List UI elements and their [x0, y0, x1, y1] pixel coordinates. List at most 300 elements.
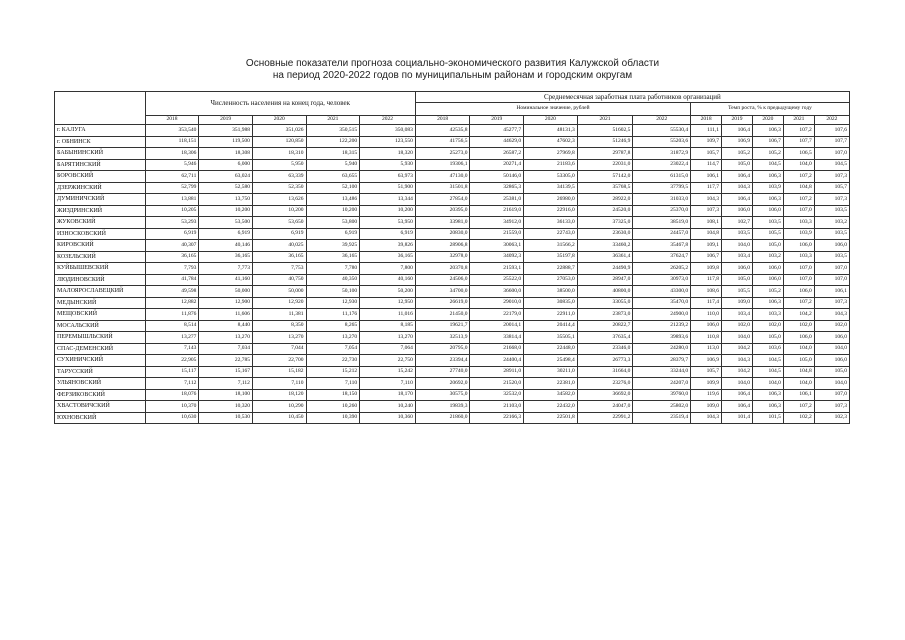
salary-cell: 27969,8: [524, 148, 578, 160]
population-cell: 12,930: [306, 297, 360, 309]
year-header: 2021: [306, 116, 360, 125]
population-cell: 10,370: [145, 401, 199, 413]
growth-cell: 103,2: [752, 251, 783, 263]
population-cell: 10,630: [145, 412, 199, 424]
growth-cell: 103,3: [783, 217, 814, 229]
population-cell: 41,784: [145, 274, 199, 286]
table-row: [55, 182, 850, 194]
salary-cell: 32532,0: [470, 389, 524, 401]
salary-cell: 25273,0: [415, 148, 470, 160]
salary-cell: 22432,0: [524, 401, 578, 413]
salary-cell: 31033,0: [633, 194, 691, 206]
growth-cell: 106,3: [752, 297, 783, 309]
salary-cell: 33055,0: [577, 297, 633, 309]
municipality-name: МАЛОЯРОСЛАВЕЦКИЙ: [55, 286, 146, 298]
header-growth: Темп роста, % к предыдущему году: [691, 103, 850, 116]
growth-cell: 105,0: [814, 366, 849, 378]
population-cell: 40,146: [199, 240, 253, 252]
growth-cell: 106,4: [722, 125, 753, 137]
salary-cell: 24490,9: [577, 263, 633, 275]
growth-cell: 107,0: [814, 263, 849, 275]
population-cell: 36,165: [306, 251, 360, 263]
population-cell: 118,151: [145, 136, 199, 148]
population-cell: 13,270: [252, 332, 306, 344]
growth-cell: 117,8: [691, 274, 722, 286]
municipality-name: МОСАЛЬСКИЙ: [55, 320, 146, 332]
population-cell: 22,905: [145, 355, 199, 367]
salary-cell: 28911,0: [470, 366, 524, 378]
population-cell: 7,753: [252, 263, 306, 275]
population-cell: 5,946: [145, 159, 199, 171]
growth-cell: 107,0: [783, 263, 814, 275]
growth-cell: 103,4: [722, 251, 753, 263]
salary-cell: 22501,8: [524, 412, 578, 424]
growth-cell: 107,3: [691, 205, 722, 217]
population-cell: 13,277: [145, 332, 199, 344]
population-cell: 7,054: [306, 343, 360, 355]
population-cell: 10,320: [199, 401, 253, 413]
municipality-name: ПЕРЕМЫШЛЬСКИЙ: [55, 332, 146, 344]
salary-cell: 25370,0: [633, 205, 691, 217]
salary-cell: 33981,0: [415, 217, 470, 229]
population-cell: 15,167: [199, 366, 253, 378]
table-row: [55, 320, 850, 332]
salary-cell: 57142,0: [577, 171, 633, 183]
salary-cell: 20395,0: [415, 205, 470, 217]
salary-cell: 21103,0: [470, 401, 524, 413]
population-cell: 10,200: [199, 205, 253, 217]
population-cell: 6,919: [252, 228, 306, 240]
population-cell: 13,270: [360, 332, 416, 344]
forecast-table: [54, 91, 850, 424]
population-cell: 6,919: [199, 228, 253, 240]
table-row: [55, 148, 850, 160]
population-cell: 52,100: [306, 182, 360, 194]
salary-cell: 19839,3: [415, 401, 470, 413]
municipality-name: ФЕРЗИКОВСКИЙ: [55, 389, 146, 401]
population-cell: 7,110: [360, 378, 416, 390]
salary-cell: 55203,6: [633, 136, 691, 148]
population-cell: 351,026: [252, 125, 306, 137]
growth-cell: 103,5: [722, 228, 753, 240]
population-cell: 18,120: [252, 389, 306, 401]
header-salary: Среднемесячная заработная плата работников организаций: [415, 92, 849, 103]
population-cell: 22,700: [252, 355, 306, 367]
salary-cell: 28906,8: [415, 240, 470, 252]
year-header: 2018: [145, 116, 199, 125]
salary-cell: 21559,0: [470, 228, 524, 240]
population-cell: 351,988: [199, 125, 253, 137]
municipality-name: г. КАЛУГА: [55, 125, 146, 137]
salary-cell: 37635,4: [577, 332, 633, 344]
population-cell: 7,112: [145, 378, 199, 390]
population-cell: 22,730: [306, 355, 360, 367]
year-header: 2020: [752, 116, 783, 125]
population-cell: 63,339: [252, 171, 306, 183]
population-cell: 63,024: [199, 171, 253, 183]
table-row: [55, 240, 850, 252]
salary-cell: 20014,1: [470, 320, 524, 332]
growth-cell: 109,1: [691, 240, 722, 252]
growth-cell: 105,7: [814, 182, 849, 194]
population-cell: 53,293: [145, 217, 199, 229]
growth-cell: 106,5: [783, 148, 814, 160]
growth-cell: 103,9: [783, 228, 814, 240]
salary-cell: 34700,0: [415, 286, 470, 298]
population-cell: 39,826: [360, 240, 416, 252]
population-cell: 52,799: [145, 182, 199, 194]
salary-cell: 36600,0: [470, 286, 524, 298]
growth-cell: 111,1: [691, 125, 722, 137]
salary-cell: 20692,0: [415, 378, 470, 390]
growth-cell: 106,0: [814, 355, 849, 367]
salary-cell: 55530,4: [633, 125, 691, 137]
salary-cell: 51602,5: [577, 125, 633, 137]
population-cell: 350,515: [306, 125, 360, 137]
growth-cell: 105,0: [722, 274, 753, 286]
population-cell: 40,025: [252, 240, 306, 252]
growth-cell: 107,2: [783, 194, 814, 206]
table-row: [55, 263, 850, 275]
population-cell: 15,117: [145, 366, 199, 378]
growth-cell: 104,0: [722, 332, 753, 344]
salary-cell: 32513,9: [415, 332, 470, 344]
table-row: [55, 286, 850, 298]
growth-cell: 101,5: [752, 412, 783, 424]
population-cell: 15,242: [360, 366, 416, 378]
population-cell: 5,940: [306, 159, 360, 171]
salary-cell: 29010,0: [470, 297, 524, 309]
growth-cell: 104,5: [752, 159, 783, 171]
population-cell: 13,881: [145, 194, 199, 206]
population-cell: 123,550: [360, 136, 416, 148]
growth-cell: 106,0: [752, 263, 783, 275]
population-cell: 12,882: [145, 297, 199, 309]
population-cell: 10,530: [199, 412, 253, 424]
population-cell: 350,083: [360, 125, 416, 137]
salary-cell: 28947,0: [577, 274, 633, 286]
population-cell: 13,344: [360, 194, 416, 206]
growth-cell: 102,0: [783, 320, 814, 332]
growth-cell: 104,8: [691, 228, 722, 240]
population-cell: 36,165: [252, 251, 306, 263]
salary-cell: 22743,0: [524, 228, 578, 240]
growth-cell: 106,3: [752, 125, 783, 137]
growth-cell: 103,5: [814, 205, 849, 217]
municipality-name: ЛЮДИНОВСКИЙ: [55, 274, 146, 286]
growth-cell: 105,0: [722, 159, 753, 171]
salary-cell: 23873,0: [577, 309, 633, 321]
salary-cell: 24400,4: [470, 355, 524, 367]
growth-cell: 114,7: [691, 159, 722, 171]
growth-cell: 106,0: [722, 263, 753, 275]
municipality-name: МЕДЫНСКИЙ: [55, 297, 146, 309]
table-row: [55, 274, 850, 286]
population-cell: 12,950: [360, 297, 416, 309]
population-cell: 40,160: [360, 274, 416, 286]
salary-cell: 35768,5: [577, 182, 633, 194]
population-cell: 7,143: [145, 343, 199, 355]
growth-cell: 113,0: [691, 343, 722, 355]
population-cell: 36,165: [145, 251, 199, 263]
growth-cell: 106,4: [722, 194, 753, 206]
growth-cell: 104,3: [722, 182, 753, 194]
year-header: 2019: [199, 116, 253, 125]
population-cell: 50,200: [360, 286, 416, 298]
salary-cell: 45277,7: [470, 125, 524, 137]
growth-cell: 107,7: [814, 136, 849, 148]
population-cell: 7,034: [199, 343, 253, 355]
population-cell: 7,110: [306, 378, 360, 390]
growth-cell: 103,3: [783, 251, 814, 263]
salary-cell: 36692,0: [577, 389, 633, 401]
salary-cell: 53305,0: [524, 171, 578, 183]
population-cell: 8,185: [360, 320, 416, 332]
growth-cell: 106,3: [752, 171, 783, 183]
growth-cell: 104,5: [752, 366, 783, 378]
population-cell: 11,381: [252, 309, 306, 321]
growth-cell: 107,2: [783, 125, 814, 137]
population-cell: 5,930: [360, 159, 416, 171]
salary-cell: 35197,8: [524, 251, 578, 263]
population-cell: 63,973: [360, 171, 416, 183]
population-cell: 6,919: [360, 228, 416, 240]
population-cell: 13,270: [199, 332, 253, 344]
salary-cell: 41756,5: [415, 136, 470, 148]
salary-cell: 20370,8: [415, 263, 470, 275]
salary-cell: 20822,7: [577, 320, 633, 332]
salary-cell: 27740,0: [415, 366, 470, 378]
population-cell: 10,200: [306, 205, 360, 217]
growth-cell: 106,0: [752, 274, 783, 286]
population-cell: 40,750: [252, 274, 306, 286]
population-cell: 22,785: [199, 355, 253, 367]
population-cell: 7,773: [199, 263, 253, 275]
population-cell: 41,160: [199, 274, 253, 286]
growth-cell: 104,2: [783, 309, 814, 321]
growth-cell: 103,9: [752, 182, 783, 194]
salary-cell: 31664,0: [577, 366, 633, 378]
salary-cell: 36361,4: [577, 251, 633, 263]
header-name-col: [55, 92, 146, 125]
salary-cell: 44629,0: [470, 136, 524, 148]
growth-cell: 105,5: [722, 286, 753, 298]
growth-cell: 107,7: [783, 136, 814, 148]
salary-cell: 26980,0: [524, 194, 578, 206]
population-cell: 120,850: [252, 136, 306, 148]
salary-cell: 21183,6: [524, 159, 578, 171]
population-cell: 8,440: [199, 320, 253, 332]
population-cell: 8,265: [306, 320, 360, 332]
population-cell: 10,290: [252, 401, 306, 413]
table-row: [55, 343, 850, 355]
population-cell: 51,900: [360, 182, 416, 194]
salary-cell: 25802,0: [633, 401, 691, 413]
salary-cell: 21520,0: [470, 378, 524, 390]
growth-cell: 102,2: [783, 412, 814, 424]
salary-cell: 34139,5: [524, 182, 578, 194]
salary-cell: 42535,8: [415, 125, 470, 137]
growth-cell: 117,4: [691, 297, 722, 309]
growth-cell: 106,0: [783, 332, 814, 344]
salary-cell: 35470,0: [633, 297, 691, 309]
growth-cell: 104,5: [814, 159, 849, 171]
growth-cell: 102,3: [814, 412, 849, 424]
growth-cell: 105,0: [783, 355, 814, 367]
table-row: [55, 205, 850, 217]
population-cell: 10,205: [145, 205, 199, 217]
population-cell: 18,308: [199, 148, 253, 160]
growth-cell: 106,1: [783, 389, 814, 401]
salary-cell: 47602,3: [524, 136, 578, 148]
growth-cell: 103,5: [814, 251, 849, 263]
salary-cell: 35505,1: [524, 332, 578, 344]
table-row: [55, 217, 850, 229]
population-cell: 18,100: [199, 389, 253, 401]
population-cell: 40,350: [306, 274, 360, 286]
growth-cell: 109,0: [722, 297, 753, 309]
growth-cell: 102,0: [814, 320, 849, 332]
growth-cell: 107,2: [783, 297, 814, 309]
population-cell: 18,310: [252, 148, 306, 160]
growth-cell: 107,2: [783, 171, 814, 183]
salary-cell: 22916,0: [524, 205, 578, 217]
year-header: 2022: [633, 116, 691, 125]
growth-cell: 104,5: [752, 355, 783, 367]
growth-cell: 106,3: [752, 401, 783, 413]
salary-cell: 20414,4: [524, 320, 578, 332]
salary-cell: 19306,1: [415, 159, 470, 171]
salary-cell: 26587,2: [470, 148, 524, 160]
population-cell: 13,626: [252, 194, 306, 206]
salary-cell: 29787,8: [577, 148, 633, 160]
table-row: [55, 159, 850, 171]
population-cell: 18,150: [306, 389, 360, 401]
table-row: [55, 194, 850, 206]
salary-cell: 25381,0: [470, 194, 524, 206]
salary-cell: 24280,0: [633, 343, 691, 355]
population-cell: 18,315: [306, 148, 360, 160]
table-row: [55, 378, 850, 390]
salary-cell: 39760,0: [633, 389, 691, 401]
table-row: [55, 412, 850, 424]
growth-cell: 103,5: [814, 228, 849, 240]
growth-cell: 105,2: [722, 148, 753, 160]
salary-cell: 31872,9: [633, 148, 691, 160]
growth-cell: 104,2: [722, 343, 753, 355]
population-cell: 10,200: [360, 205, 416, 217]
municipality-name: ДУМИНИЧСКИЙ: [55, 194, 146, 206]
growth-cell: 106,0: [691, 320, 722, 332]
salary-cell: 47130,0: [415, 171, 470, 183]
municipality-name: ТАРУССКИЙ: [55, 366, 146, 378]
growth-cell: 106,7: [752, 136, 783, 148]
population-cell: 53,950: [360, 217, 416, 229]
year-header: 2019: [470, 116, 524, 125]
salary-cell: 61315,0: [633, 171, 691, 183]
growth-cell: 106,9: [722, 136, 753, 148]
growth-cell: 106,0: [814, 332, 849, 344]
table-row: [55, 251, 850, 263]
growth-cell: 107,3: [814, 401, 849, 413]
population-cell: 11,606: [199, 309, 253, 321]
salary-cell: 26773,3: [577, 355, 633, 367]
year-header: 2019: [722, 116, 753, 125]
salary-cell: 21860,0: [415, 412, 470, 424]
growth-cell: 107,0: [814, 389, 849, 401]
population-cell: 15,212: [306, 366, 360, 378]
salary-cell: 24207,0: [633, 378, 691, 390]
salary-cell: 30973,0: [633, 274, 691, 286]
municipality-name: г. ОБНИНСК: [55, 136, 146, 148]
growth-cell: 104,0: [783, 378, 814, 390]
table-row: [55, 228, 850, 240]
year-header-row: [55, 116, 850, 125]
salary-cell: 33244,0: [633, 366, 691, 378]
growth-cell: 104,3: [814, 309, 849, 321]
growth-cell: 105,5: [752, 228, 783, 240]
table-row: [55, 389, 850, 401]
table-row: [55, 355, 850, 367]
population-cell: 49,598: [145, 286, 199, 298]
salary-cell: 22888,7: [524, 263, 578, 275]
population-cell: 10,450: [252, 412, 306, 424]
salary-cell: 28922,0: [577, 194, 633, 206]
municipality-name: ЖУКОВСКИЙ: [55, 217, 146, 229]
municipality-name: КОЗЕЛЬСКИЙ: [55, 251, 146, 263]
salary-cell: 34582,0: [524, 389, 578, 401]
population-cell: 18,306: [145, 148, 199, 160]
salary-cell: 39893,6: [633, 332, 691, 344]
year-header: 2020: [524, 116, 578, 125]
growth-cell: 107,2: [783, 401, 814, 413]
growth-cell: 103,3: [752, 309, 783, 321]
salary-cell: 32865,3: [470, 182, 524, 194]
salary-cell: 22448,0: [524, 343, 578, 355]
growth-cell: 102,0: [722, 320, 753, 332]
growth-cell: 119,6: [691, 389, 722, 401]
document-title: [0, 58, 905, 82]
growth-cell: 104,3: [691, 412, 722, 424]
growth-cell: 105,0: [752, 240, 783, 252]
salary-cell: 30063,1: [470, 240, 524, 252]
salary-cell: 21450,0: [415, 309, 470, 321]
growth-cell: 104,2: [722, 366, 753, 378]
population-cell: 40,307: [145, 240, 199, 252]
population-cell: 53,650: [252, 217, 306, 229]
population-cell: 8,514: [145, 320, 199, 332]
population-cell: 50,100: [306, 286, 360, 298]
salary-cell: 23346,0: [577, 343, 633, 355]
table-row: [55, 297, 850, 309]
population-cell: 8,350: [252, 320, 306, 332]
salary-cell: 23022,4: [633, 159, 691, 171]
year-header: 2020: [252, 116, 306, 125]
header-population: Численность населения на конец года, человек: [145, 92, 415, 116]
growth-cell: 104,0: [783, 159, 814, 171]
population-cell: 15,182: [252, 366, 306, 378]
population-cell: 122,200: [306, 136, 360, 148]
salary-cell: 24457,0: [633, 228, 691, 240]
population-cell: 10,360: [360, 412, 416, 424]
population-cell: 10,240: [360, 401, 416, 413]
municipality-name: ДЗЕРЖИНСКИЙ: [55, 182, 146, 194]
population-cell: 63,655: [306, 171, 360, 183]
salary-cell: 50146,0: [470, 171, 524, 183]
salary-cell: 48131,3: [524, 125, 578, 137]
salary-cell: 20795,0: [415, 343, 470, 355]
salary-cell: 24900,0: [633, 309, 691, 321]
